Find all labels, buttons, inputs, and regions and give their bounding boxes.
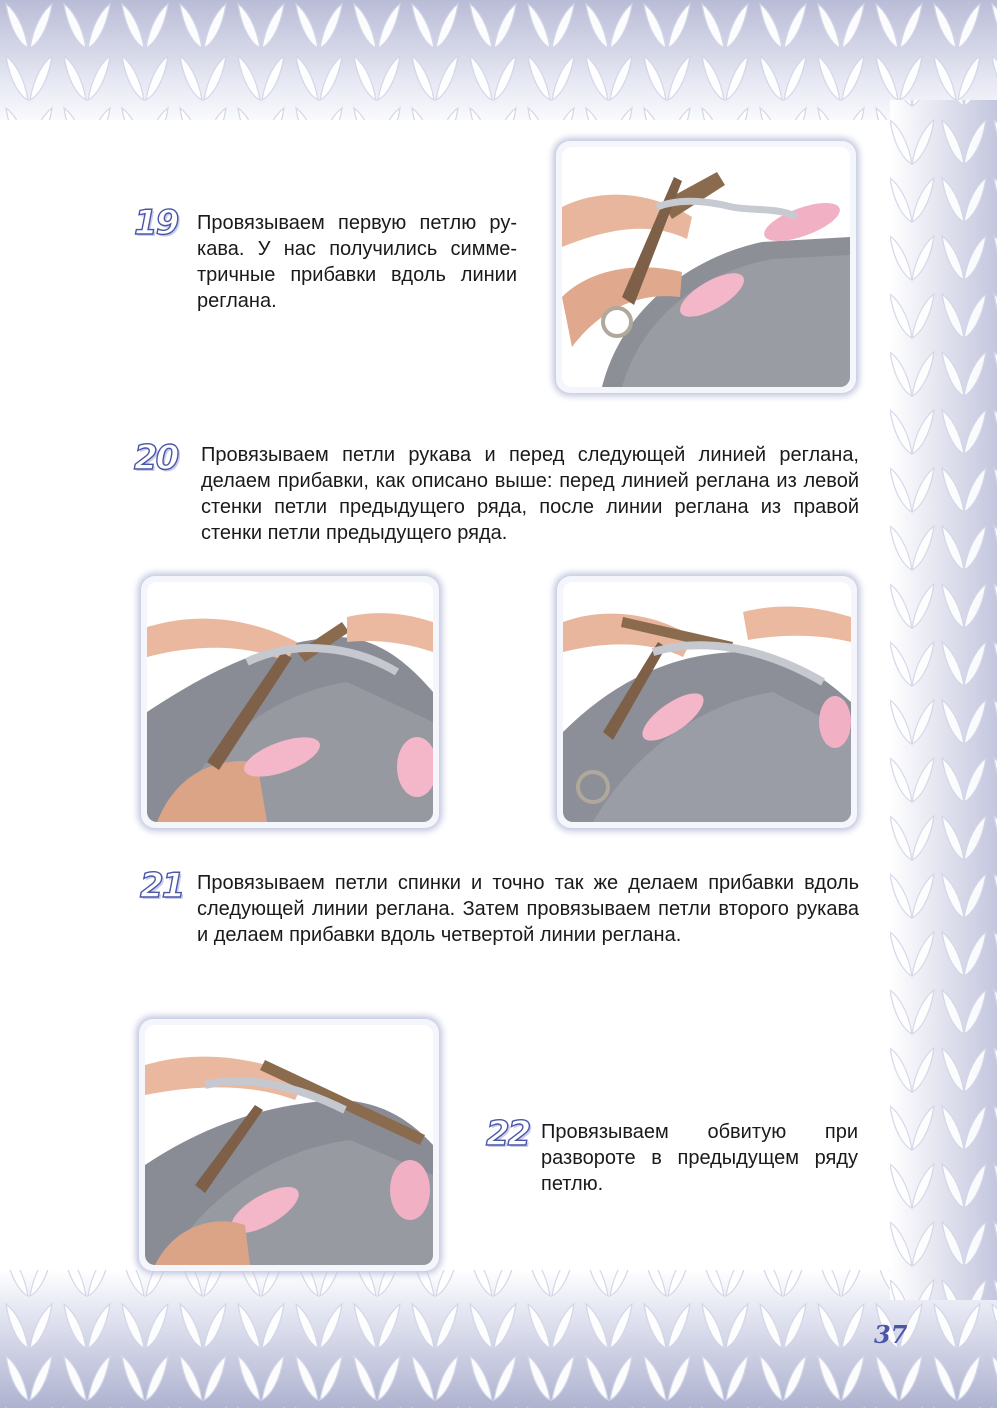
step-20-text: Провязываем петли рукава и перед следующей линией реглана, делаем прибавки, как описано выше: перед линией реглана из левой стенки петли предыдущего ряда, после линии реглана из правой стенки петли предыдущего ряда. bbox=[201, 444, 859, 544]
step-19-photo bbox=[556, 141, 856, 393]
page-number: 37 bbox=[874, 1320, 908, 1349]
step-22-photo bbox=[139, 1019, 439, 1271]
step-21-text: Провязываем петли спинки и точно так же делаем прибавки вдоль следующей линии реглана. Затем провязываем петли второго рукава и делаем прибавки вдоль четвертой линии реглана. bbox=[197, 872, 859, 946]
step-21-number: 21 bbox=[140, 866, 184, 906]
knitting-photo-illustration bbox=[145, 1025, 433, 1265]
knitting-photo-illustration bbox=[563, 582, 851, 822]
step-19-text: Провязываем первую петлю ру- кава. У нас получились симме- тричные прибавки вдоль линии реглана. bbox=[197, 212, 517, 312]
step-19-number: 19 bbox=[134, 203, 178, 243]
step-20-number: 20 bbox=[134, 438, 178, 478]
step-20-photo-left bbox=[141, 576, 439, 828]
knitting-photo-illustration bbox=[562, 147, 850, 387]
knitting-photo-illustration bbox=[147, 582, 433, 822]
step-22-text: Провязываем обвитую при развороте в предыдущем ряду петлю. bbox=[541, 1121, 858, 1195]
step-20-photo-right bbox=[557, 576, 857, 828]
step-22-number: 22 bbox=[486, 1114, 530, 1154]
